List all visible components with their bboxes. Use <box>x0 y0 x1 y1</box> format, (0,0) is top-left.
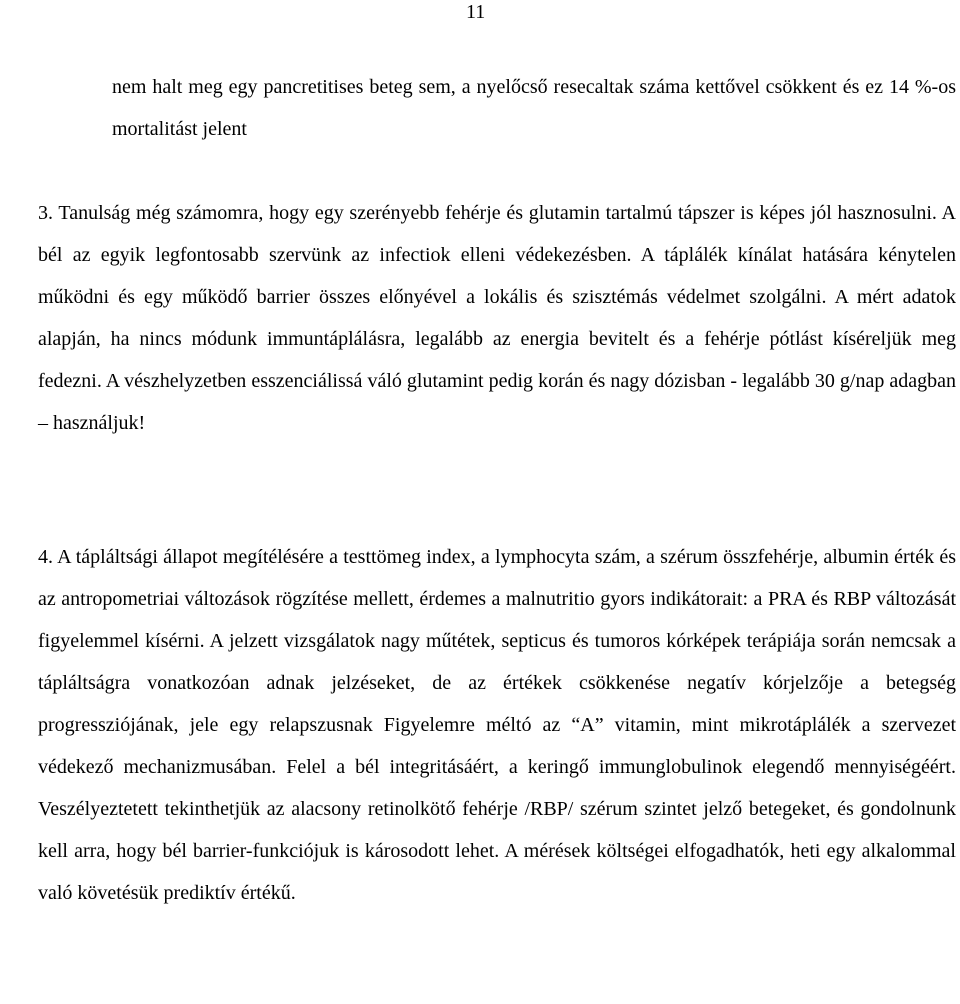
paragraph-point-3: 3. Tanulság még számomra, hogy egy szerényebb fehérje és glutamin tartalmú tápszer is képes jól hasznosulni. A bél az egyik legfontosabb szervünk az infectiok elleni védekezésben. A táplálék kínálat hatására kénytelen működni és egy működő barrier összes előnyével a lokális és szisztémás védelmet szolgálni. A mért adatok alapján, ha nincs módunk immuntáplálásra, legalább az energia bevitelt és a fehérje pótlást kíséreljük meg fedezni. A vészhelyzetben esszenciálissá váló glutamint pedig korán és nagy dózisban - legalább 30 g/nap adagban – használjuk! <box>38 202 956 434</box>
page-number: 11 <box>466 1 486 23</box>
paragraph-continuation: nem halt meg egy pancretitises beteg sem, a nyelőcső resecaltak száma kettővel csökkent és ez 14 %-os mortalitást jelent <box>112 76 956 140</box>
paragraph-point-4: 4. A tápláltsági állapot megítélésére a testtömeg index, a lymphocyta szám, a szérum összfehérje, albumin érték és az antropometriai változások rögzítése mellett, érdemes a malnutritio gyors indikátorait: a PRA és RBP változását figyelemmel kísérni. A jelzett vizsgálatok nagy műtétek, septicus és tumoros kórképek terápiája során nemcsak a tápláltságra vonatkozóan adnak jelzéseket, de az értékek csökkenése negatív kórjelzője a betegség progressziójának, jele egy relapszusnak Figyelemre méltó az “A” vitamin, mint mikrotáplálék a szervezet védekező mechanizmusában. Felel a bél integritásáért, a keringő immunglobulinok elegendő mennyiségéért. Veszélyeztetett tekinthetjük az alacsony retinolkötő fehérje /RBP/ szérum szintet jelző betegeket, és gondolnunk kell arra, hogy bél barrier-funkciójuk is károsodott lehet. A mérések költségei elfogadhatók, heti egy alkalommal való követésük prediktív értékű. <box>38 546 956 904</box>
